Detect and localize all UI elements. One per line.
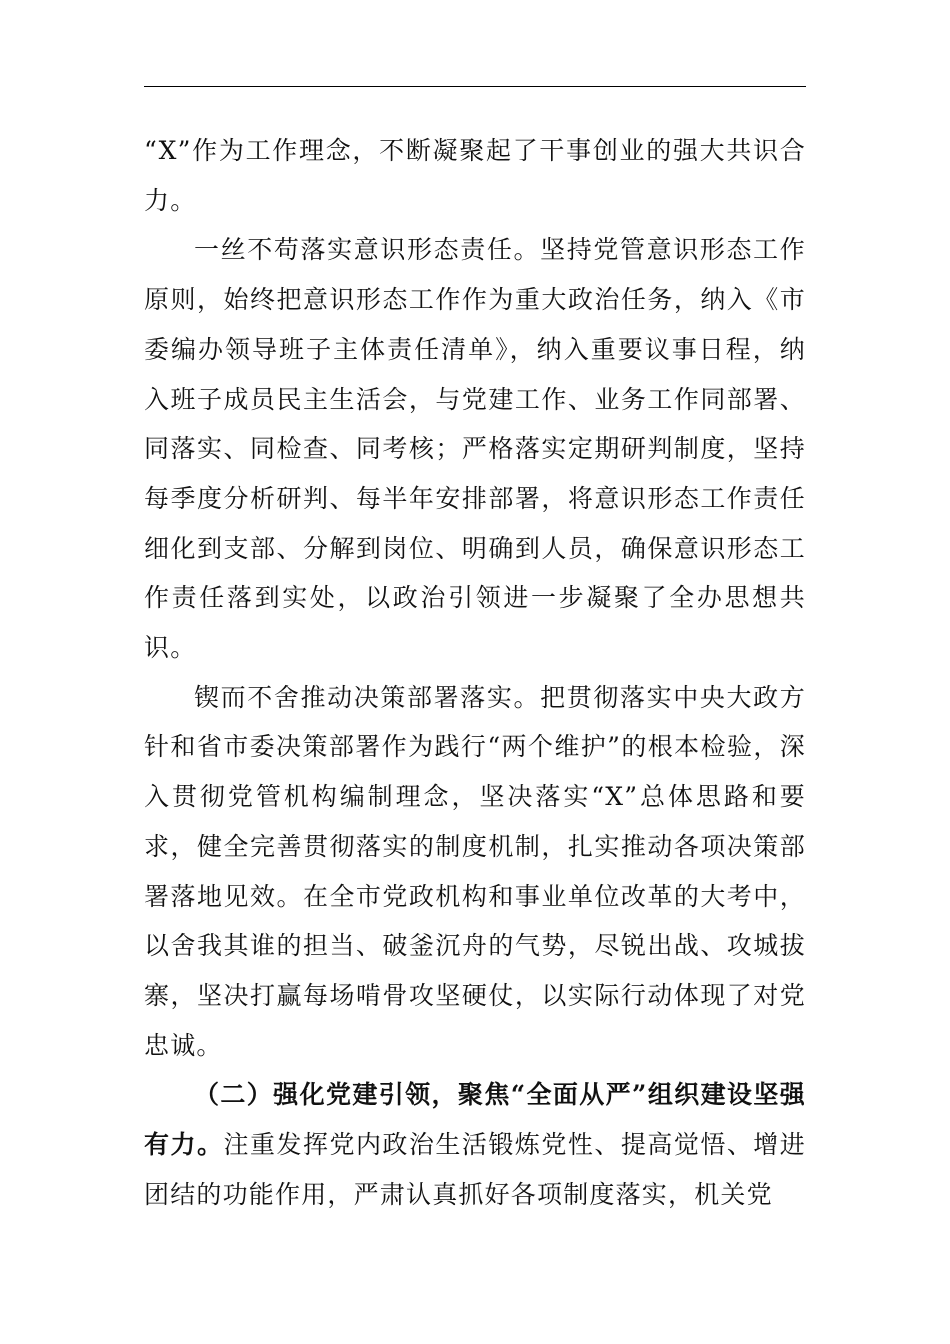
paragraph-party-building-text: 注重发挥党内政治生活锻炼党性、提高觉悟、增进团结的功能作用，严肃认真抓好各项制度落实，机关党 (144, 1130, 806, 1209)
paragraph-party-building (144, 1070, 806, 1219)
paragraph-continuation: “X”作为工作理念，不断凝聚起了干事创业的强大共识合力。 (144, 136, 806, 215)
section-heading-2: （二）强化党建引领，聚焦“全面从严”组织建设坚强有力。 (144, 1080, 806, 1160)
header-rule (144, 86, 806, 87)
document-body (144, 126, 806, 1219)
paragraph-ideology-responsibility: 一丝不苟落实意识形态责任。坚持党管意识形态工作原则，始终把意识形态工作作为重大政治任务，纳入《市委编办领导班子主体责任清单》，纳入重要议事日程，纳入班子成员民主生活会，与党建工作、业务工作同部署、同落实、同检查、同考核；严格落实定期研判制度，坚持每季度分析研判、每半年安排部署，将意识形态工作责任细化到支部、分解到岗位、明确到人员，确保意识形态工作责任落到实处，以政治引领进一步凝聚了全办思想共识。 (144, 235, 806, 663)
paragraph-decision-implementation: 锲而不舍推动决策部署落实。把贯彻落实中央大政方针和省市委决策部署作为践行“两个维护”的根本检验，深入贯彻党管机构编制理念，坚决落实“X”总体思路和要求，健全完善贯彻落实的制度机制，扎实推动各项决策部署落地见效。在全市党政机构和事业单位改革的大考中，以舍我其谁的担当、破釜沉舟的气势，尽锐出战、攻城拔寨，坚决打赢每场啃骨攻坚硬仗，以实际行动体现了对党忠诚。 (144, 682, 806, 1060)
